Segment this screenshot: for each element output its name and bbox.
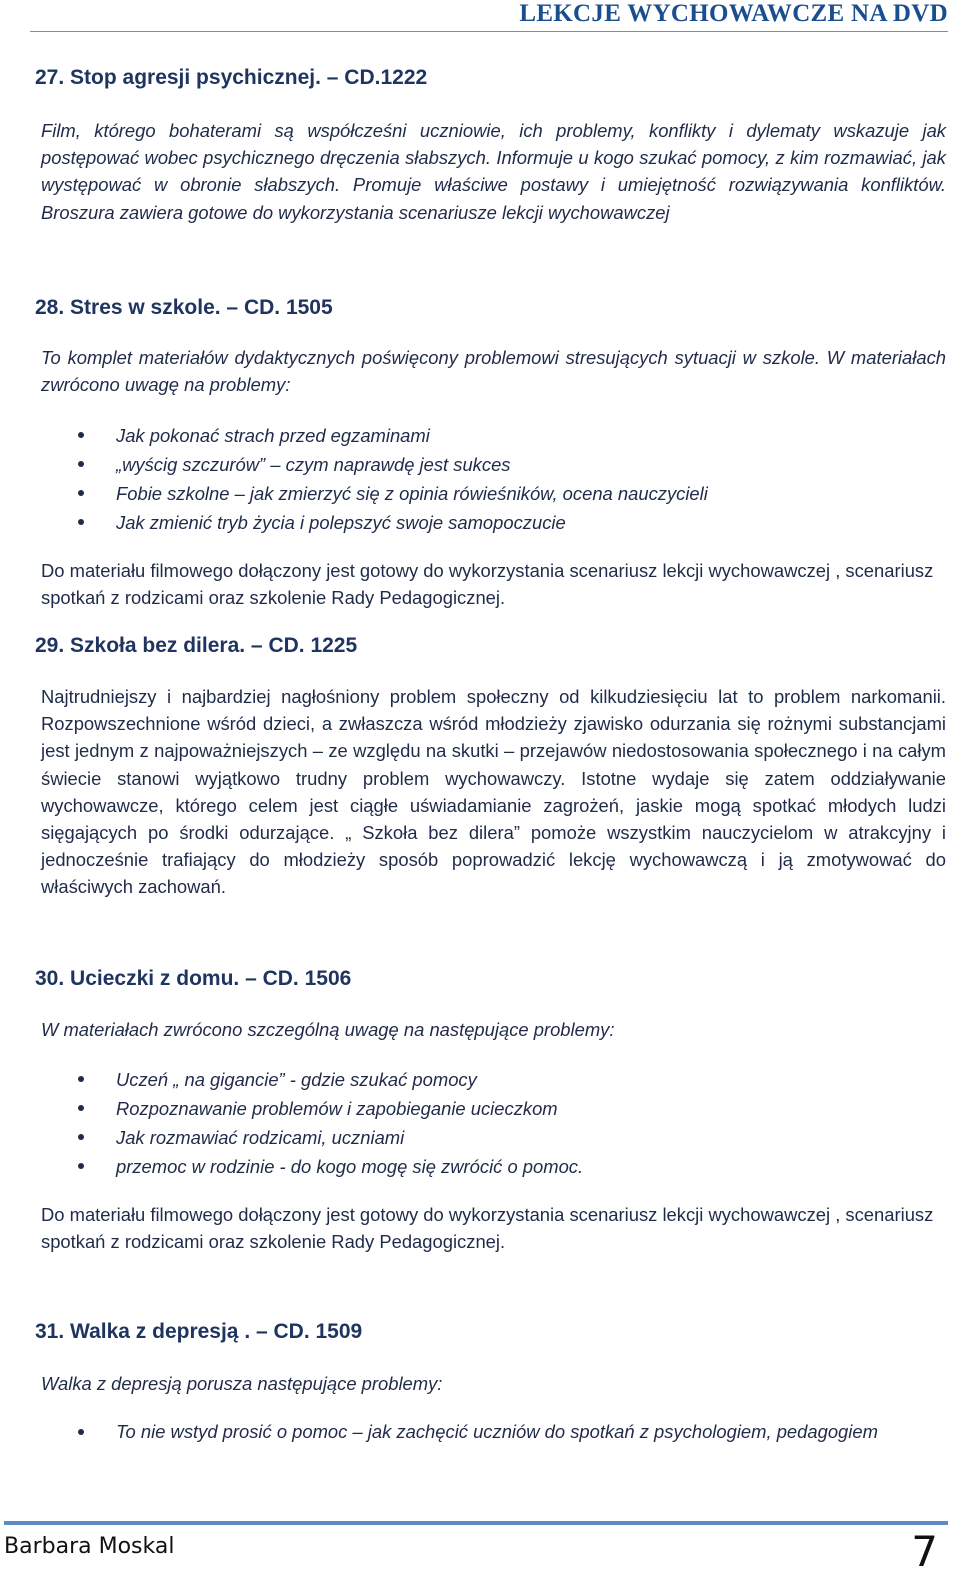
section-28-outro: Do materiału filmowego dołączony jest gotowy do wykorzystania scenariusz lekcji wychowawczej , scenariusz spotkań z rodzicami oraz szkolenie Rady Pedagogicznej.	[41, 560, 934, 609]
bullet-icon	[78, 1105, 84, 1111]
list-item: przemoc w rodzinie - do kogo mogę się zwrócić o pomoc.	[78, 1152, 938, 1181]
bullet-icon	[78, 1163, 84, 1169]
section-30-intro: W materiałach zwrócono szczególną uwagę na następujące problemy:	[41, 1019, 615, 1040]
bullet-icon	[78, 1429, 84, 1435]
section-31-heading: 31. Walka z depresją . – CD. 1509	[35, 1320, 363, 1343]
section-27-description: Film, którego bohaterami są współcześni uczniowie, ich problemy, konflikty i dylematy wskazuje jak postępować wobec psychicznego dręczenia słabszych. Informuje u kogo szukać pomocy, z kim rozmawiać, jak występować w obronie słabszych. Promuje właściwe postawy i umiejętność rozwiązywania konfliktów. Broszura zawiera gotowe do wykorzystania scenariusze lekcji wychowawczej	[41, 120, 946, 223]
list-item: Jak zmienić tryb życia i polepszyć swoje samopoczucie	[78, 508, 938, 537]
section-29-heading: 29. Szkoła bez dilera. – CD. 1225	[35, 634, 358, 657]
header-title: LEKCJE WYCHOWAWCZE NA DVD	[519, 0, 948, 27]
bullet-icon	[78, 461, 84, 467]
section-30-heading: 30. Ucieczki z domu. – CD. 1506	[35, 967, 352, 990]
bullet-icon	[78, 1134, 84, 1140]
bullet-icon	[78, 1076, 84, 1082]
list-item: Uczeń „ na gigancie” - gdzie szukać pomocy	[78, 1065, 938, 1094]
bullet-icon	[78, 490, 84, 496]
section-28-intro: To komplet materiałów dydaktycznych poświęcony problemowi stresujących sytuacji w szkole. W materiałach zwrócono uwagę na problemy:	[41, 347, 946, 396]
list-item: Rozpoznawanie problemów i zapobieganie ucieczkom	[78, 1094, 938, 1123]
bullet-icon	[78, 519, 84, 525]
list-item: Jak rozmawiać rodzicami, uczniami	[78, 1123, 938, 1152]
list-item: To nie wstyd prosić o pomoc – jak zachęcić uczniów do spotkań z psychologiem, pedagogiem	[78, 1418, 878, 1446]
section-30-problem-list	[78, 1065, 938, 1181]
bullet-icon	[78, 432, 84, 438]
page-number: 7	[911, 1527, 938, 1576]
header-divider	[30, 31, 948, 32]
section-28-heading: 28. Stres w szkole. – CD. 1505	[35, 296, 333, 319]
section-29-description: Najtrudniejszy i najbardziej nagłośniony problem społeczny od kilkudziesięciu lat to problem narkomanii. Rozpowszechnione wśród dzieci, a zwłaszcza wśród młodzieży zjawisko odurzania się rożnymi substancjami jest jednym z najpoważniejszych – ze względu na skutki – przejawów niedostosowania społecznego i na całym świecie stanowi wyjątkowo trudny problem wychowawczy. Istotne wydaje się zatem oddziaływanie wychowawcze, którego celem jest ciągłe uświadamianie zagrożeń, jaskie mogą spotkać młodych ludzi sięgających po środki odurzające. „ Szkoła bez dilera” pomoże wszystkim nauczycielom w atrakcyjny i jednocześnie trafiający do młodzieży sposób poprowadzić lekcję wychowawczą i ją zmotywować do właściwych zachowań.	[41, 686, 946, 898]
footer-divider	[4, 1521, 948, 1525]
section-30-outro: Do materiału filmowego dołączony jest gotowy do wykorzystania scenariusz lekcji wychowawczej , scenariusz spotkań z rodzicami oraz szkolenie Rady Pedagogicznej.	[41, 1204, 934, 1253]
list-item: Fobie szkolne – jak zmierzyć się z opinia rówieśników, ocena nauczycieli	[78, 479, 938, 508]
section-27-heading: 27. Stop agresji psychicznej. – CD.1222	[35, 66, 428, 89]
section-28-problem-list	[78, 421, 938, 537]
footer-author: Barbara Moskal	[4, 1534, 175, 1559]
section-31-intro: Walka z depresją porusza następujące problemy:	[41, 1373, 443, 1394]
list-item: Jak pokonać strach przed egzaminami	[78, 421, 938, 450]
list-item: „wyścig szczurów” – czym naprawdę jest sukces	[78, 450, 938, 479]
section-31-problem-list	[78, 1418, 878, 1446]
